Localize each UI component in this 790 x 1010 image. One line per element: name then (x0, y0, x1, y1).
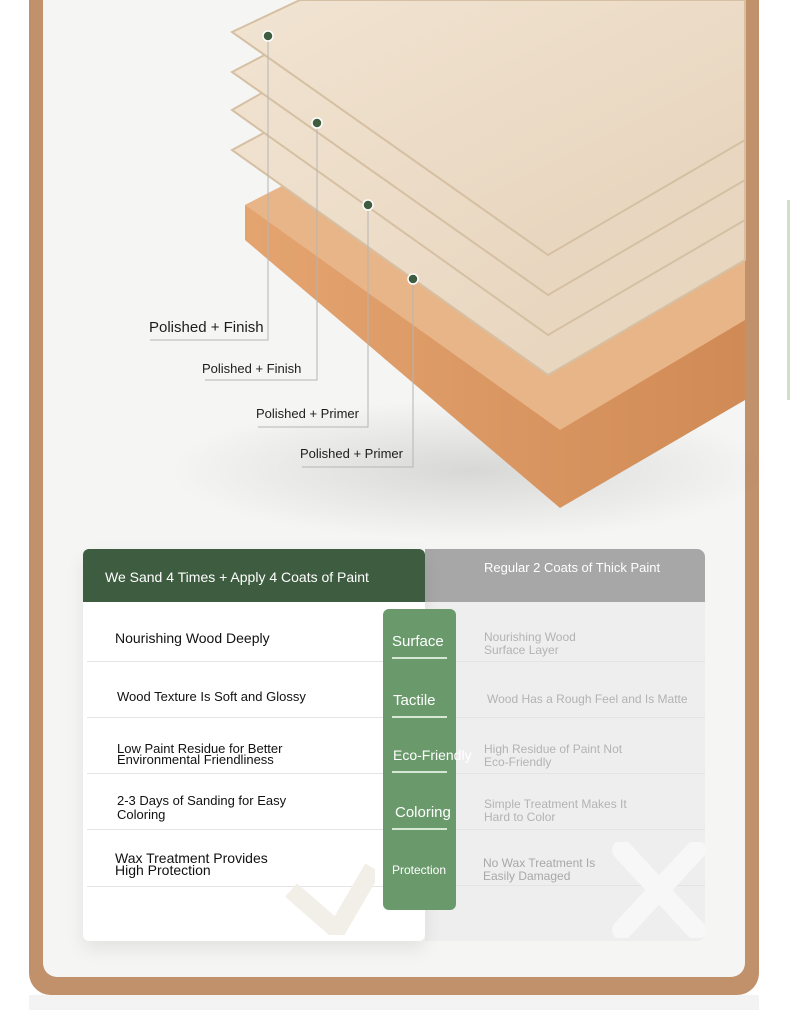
check-watermark-icon (285, 860, 375, 935)
regular-surface-text: Nourishing Wood Surface Layer (484, 630, 576, 657)
ours-coloring-text: 2-3 Days of Sanding for Easy Coloring (117, 793, 287, 822)
ours-header: We Sand 4 Times + Apply 4 Coats of Paint (83, 549, 425, 602)
ours-tactile-text: Wood Texture Is Soft and Glossy (117, 689, 306, 704)
category-underline (392, 657, 447, 659)
table-row (425, 773, 705, 830)
table-row (87, 661, 383, 718)
table-row (425, 602, 705, 662)
regular-eco-text: High Residue of Paint Not Eco-Friendly (484, 742, 623, 769)
table-row (425, 661, 705, 718)
table-row (87, 717, 383, 774)
regular-coloring-text: Simple Treatment Makes It Hard to Color (484, 797, 627, 824)
callout-label-1: Polished + Finish (149, 319, 264, 336)
category-surface: Surface (392, 633, 444, 650)
category-underline (392, 771, 447, 773)
callout-label-2: Polished + Finish (202, 361, 302, 376)
marker-dot (263, 31, 273, 41)
regular-header: Regular 2 Coats of Thick Paint (425, 549, 705, 602)
cross-watermark-icon (612, 842, 706, 938)
marker-dot (408, 274, 418, 284)
regular-tactile-text: Wood Has a Rough Feel and Is Matte (487, 692, 688, 706)
ours-protection-text: Wax Treatment Provides High Protection (115, 850, 268, 878)
marker-dot (363, 200, 373, 210)
table-row (87, 602, 383, 662)
bottom-strip (29, 995, 759, 1010)
ours-surface-text: Nourishing Wood Deeply (115, 630, 270, 646)
category-underline (392, 716, 447, 718)
category-pill (383, 609, 472, 910)
category-coloring: Coloring (395, 804, 451, 821)
category-eco-friendly: Eco-Friendly (393, 747, 472, 763)
callout-label-4: Polished + Primer (300, 446, 403, 461)
category-underline (392, 828, 447, 830)
category-tactile: Tactile (393, 692, 436, 709)
category-protection: Protection (392, 863, 447, 877)
table-row (425, 717, 705, 774)
ours-eco-text: Low Paint Residue for Better Environmental Friendliness (117, 741, 283, 767)
callout-label-3: Polished + Primer (256, 406, 359, 421)
regular-protection-text: No Wax Treatment Is Easily Damaged (483, 856, 596, 883)
table-row (87, 773, 383, 830)
marker-dot (312, 118, 322, 128)
